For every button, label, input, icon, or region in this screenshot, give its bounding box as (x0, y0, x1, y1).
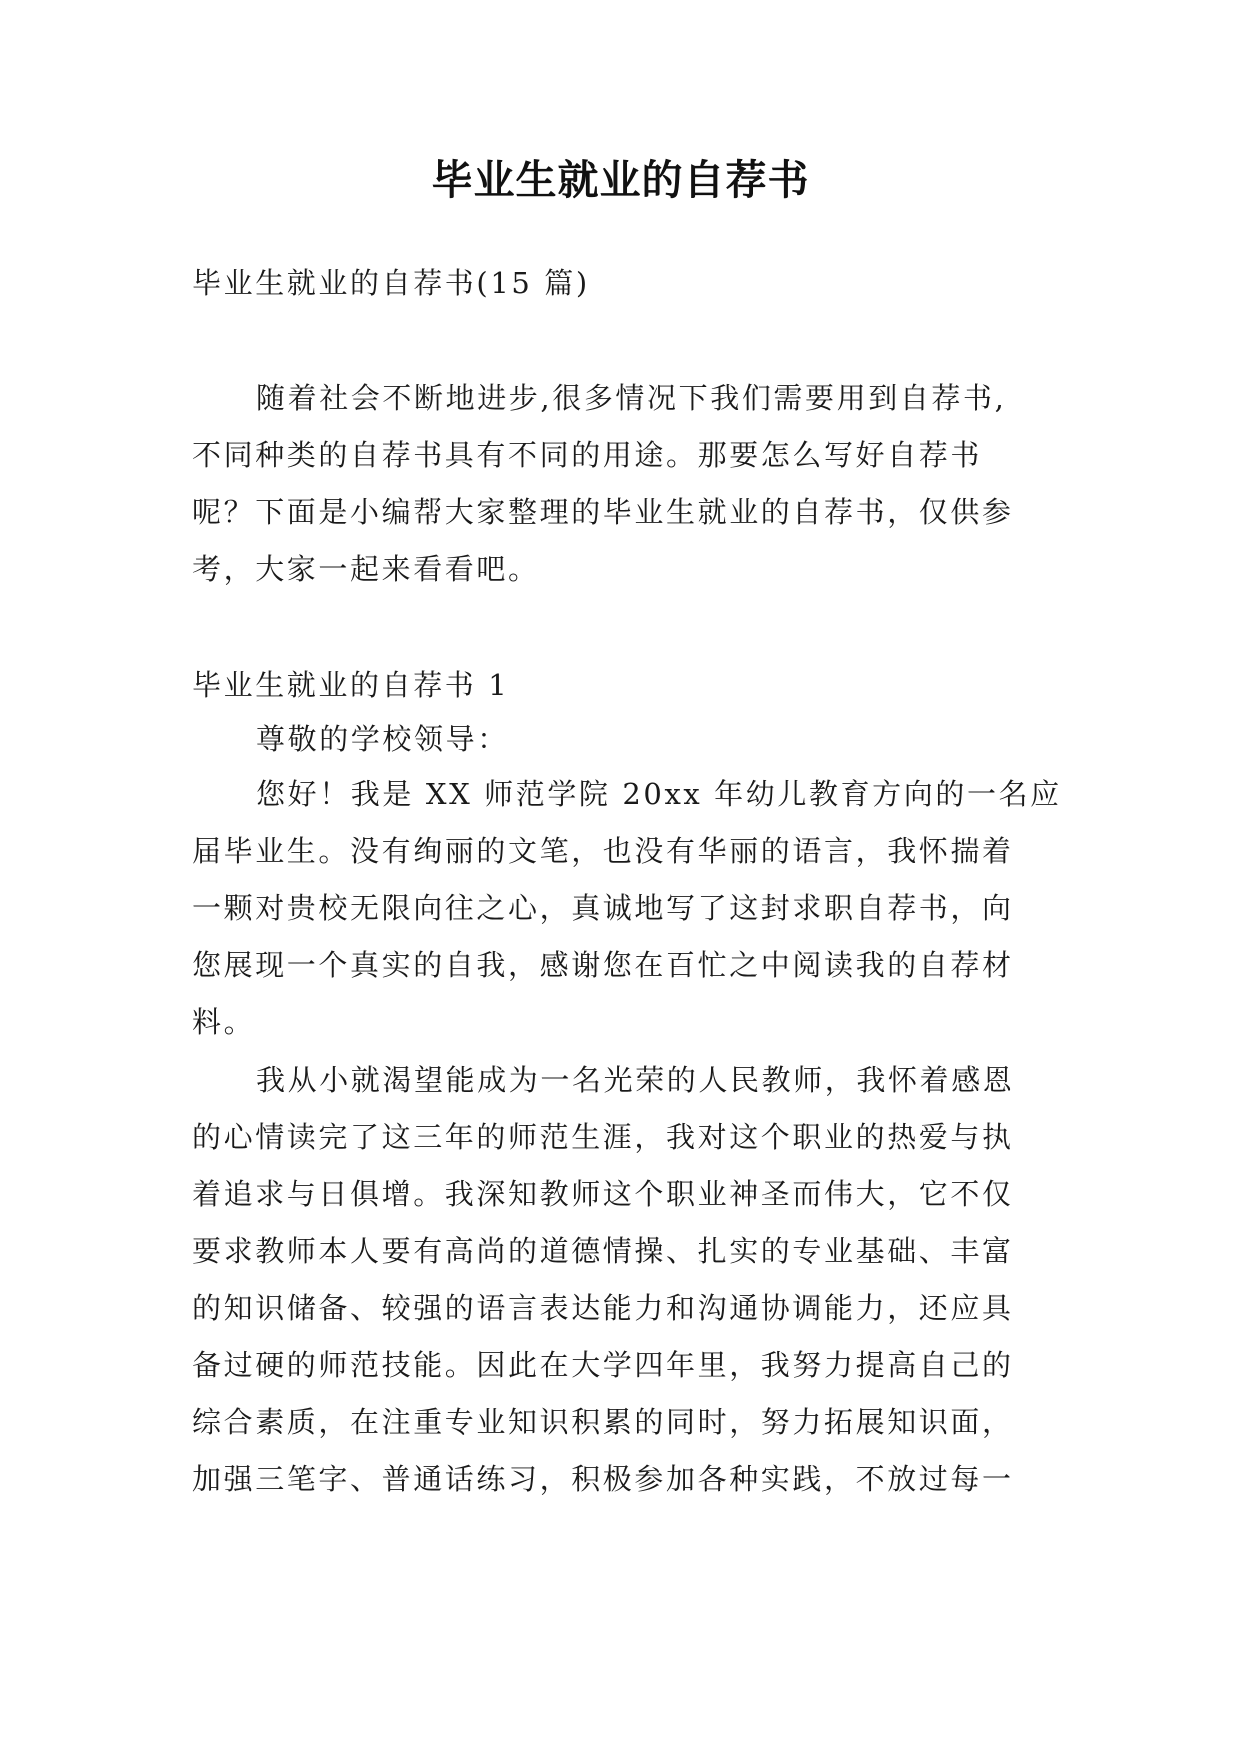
paragraph-line: 备过硬的师范技能。因此在大学四年里，我努力提高自己的 (192, 1348, 1014, 1382)
paragraph-line: 综合素质，在注重专业知识积累的同时，努力拓展知识面， (192, 1405, 1014, 1439)
section-heading: 毕业生就业的自荐书 1 (192, 668, 510, 702)
salutation: 尊敬的学校领导： (256, 722, 509, 756)
document-subtitle: 毕业生就业的自荐书(15 篇) (192, 266, 590, 300)
paragraph-line: 的心情读完了这三年的师范生涯，我对这个职业的热爱与执 (192, 1120, 1014, 1154)
paragraph-line: 的知识储备、较强的语言表达能力和沟通协调能力，还应具 (192, 1291, 1014, 1325)
paragraph-line: 料。 (192, 1005, 256, 1039)
intro-line: 呢？下面是小编帮大家整理的毕业生就业的自荐书，仅供参 (192, 495, 1014, 529)
paragraph-line: 您好！我是 XX 师范学院 20xx 年幼儿教育方向的一名应 (256, 777, 1062, 811)
paragraph-line: 届毕业生。没有绚丽的文笔，也没有华丽的语言，我怀揣着 (192, 834, 1014, 868)
paragraph-line: 着追求与日俱增。我深知教师这个职业神圣而伟大，它不仅 (192, 1177, 1014, 1211)
paragraph-line: 加强三笔字、普通话练习，积极参加各种实践，不放过每一 (192, 1462, 1014, 1496)
paragraph-line: 一颗对贵校无限向往之心，真诚地写了这封求职自荐书，向 (192, 891, 1014, 925)
paragraph-line: 我从小就渴望能成为一名光荣的人民教师，我怀着感恩 (256, 1063, 1015, 1097)
intro-line: 考，大家一起来看看吧。 (192, 552, 540, 586)
document-title: 毕业生就业的自荐书 (431, 156, 810, 204)
intro-line: 不同种类的自荐书具有不同的用途。那要怎么写好自荐书 (192, 438, 983, 472)
intro-line: 随着社会不断地进步,很多情况下我们需要用到自荐书, (256, 381, 1007, 415)
paragraph-line: 要求教师本人要有高尚的道德情操、扎实的专业基础、丰富 (192, 1234, 1014, 1268)
paragraph-line: 您展现一个真实的自我，感谢您在百忙之中阅读我的自荐材 (192, 948, 1014, 982)
